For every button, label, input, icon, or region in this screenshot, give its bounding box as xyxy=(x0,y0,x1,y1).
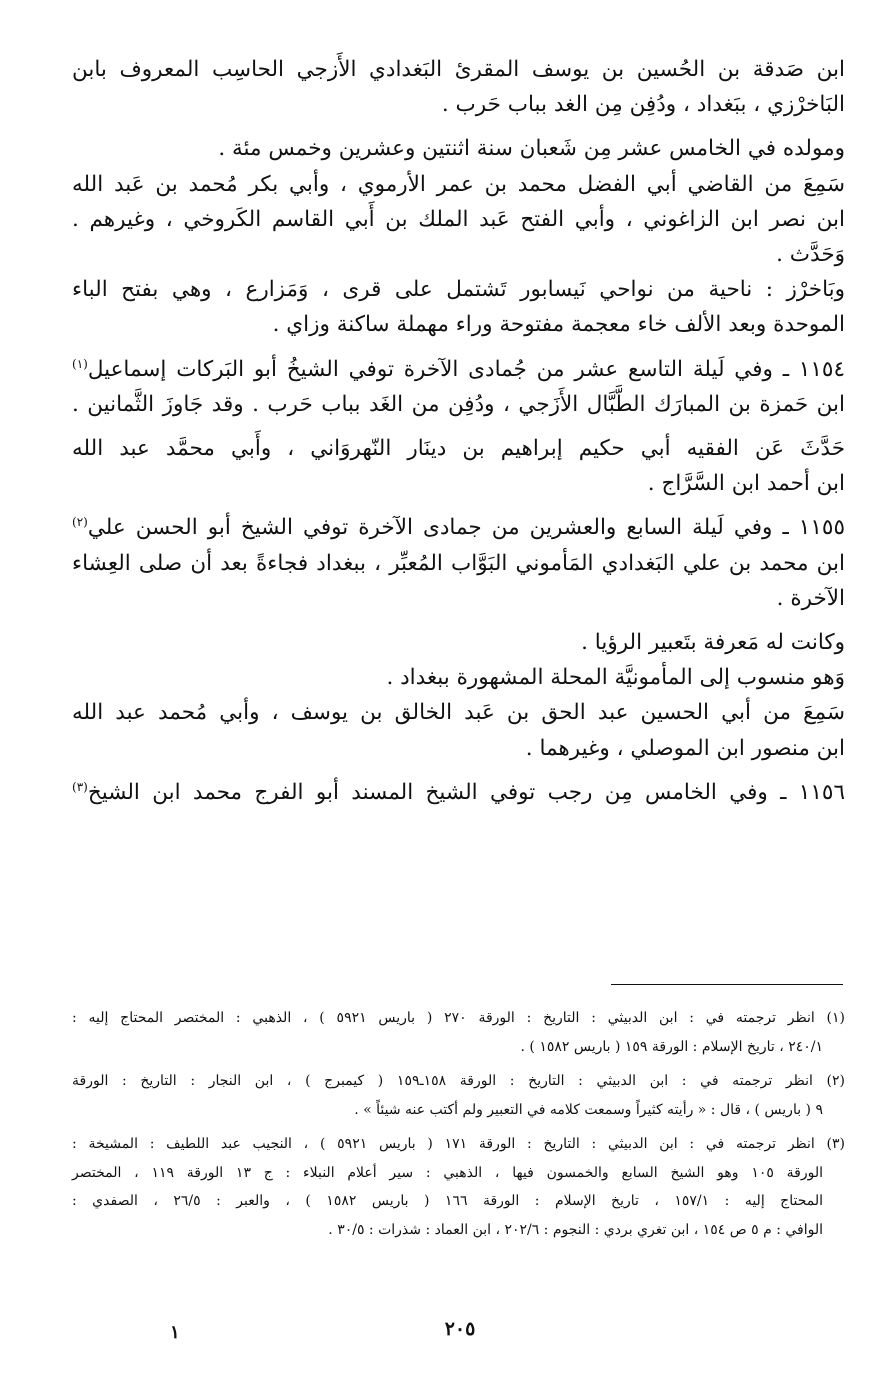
text-line: وَهو منسوب إلى المأمونيَّة المحلة المشهورة ببغداد . xyxy=(386,665,845,691)
footnotes xyxy=(72,1004,845,1244)
footnote-ref: (٢) xyxy=(72,515,88,530)
text-line: الموحدة وبعد الألف خاء معجمة مفتوحة وراء مهملة ساكنة وزاي . xyxy=(272,312,845,338)
text-line: البَاخرْزي ، ببَغداد ، ودُفِن مِن الغد بباب حَرب . xyxy=(441,92,845,118)
footnote-line: الوافي : م ٥ ص ١٥٤ ، ابن تغري بردي : النجوم : ٢٠٢/٦ ، ابن العماد : شذرات : ٣٠/٥ . xyxy=(328,1221,823,1238)
text-line: الآخرة . xyxy=(776,585,845,611)
text-line: وكانت له مَعرفة بتَعبير الرؤيا . xyxy=(581,630,845,656)
footnote-line: الورقة ١٠٥ وهو الشيخ السابع والخمسون فيها ، الذهبي : سير أعلام النبلاء : ج ١٣ الورقة ١١٩ ، المختصر xyxy=(72,1164,823,1181)
text-line: وَحَدَّث . xyxy=(776,242,845,268)
footnote-line: (١) انظر ترجمته في : ابن الدبيثي : التاريخ : الورقة ٢٧٠ ( باريس ٥٩٢١ ) ، الذهبي : المختصر المحتاج إليه : xyxy=(72,1010,846,1026)
text-line: ابن أحمد ابن السَّرَّاج . xyxy=(647,471,845,497)
footnote-line: ٢٤٠/١ ، تاريخ الإسلام : الورقة ١٥٩ ( باريس ١٥٨٢ ) . xyxy=(520,1038,823,1055)
text-line: ابن منصور ابن الموصلي ، وغيرهما . xyxy=(525,735,845,761)
entry-1154-heading: ١١٥٤ ـ وفي لَيلة التاسع عشر من جُمادى الآخرة توفي الشيخُ أبو البَركات إسماعيل$^{(١)}$ xyxy=(72,356,845,382)
text-line: سَمِعَ من أبي الحسين عبد الحق بن عَبد الخالق بن يوسف ، وأبي مُحمد عبد الله xyxy=(72,700,845,726)
footnote-line: ٩ ( باريس ) ، قال : « رأيته كثيراً وسمعت كلامه في التعبير ولم أكتب عنه شيئاً » . xyxy=(354,1101,823,1118)
text-line: ابن صَدقة بن الحُسين بن يوسف المقرئ البَغدادي الأَزجي الحاسِب المعروف بابن xyxy=(72,57,845,82)
footnote-line: (٢) انظر ترجمته في : ابن الدبيثي : التاريخ : الورقة ١٥٨ـ١٥٩ ( كيمبرج ) ، ابن النجار : التاريخ : الورقة xyxy=(72,1073,846,1089)
text-line: ابن محمد بن علي البَغدادي المَأموني البَوَّاب المُعبِّر ، ببغداد فجاءةً بعد أن صلى العِشاء xyxy=(72,550,845,576)
text-line: سَمِعَ من القاضي أبي الفضل محمد بن عمر الأرموي ، وأبي بكر مُحمد بن عَبد الله xyxy=(72,171,845,197)
signature-mark: ١ xyxy=(170,1322,180,1343)
entry-1155-heading: ١١٥٥ ـ وفي لَيلة السابع والعشرين من جمادى الآخرة توفي الشيخ أبو الحسن علي$^{(٢)}$ xyxy=(72,515,845,541)
main-text xyxy=(72,52,845,810)
footnote-ref: (١) xyxy=(72,356,88,371)
footnote-divider xyxy=(611,984,843,985)
footnote-line: (٣) انظر ترجمته في : ابن الدبيثي : التاريخ : الورقة ١٧١ ( باريس ٥٩٢١ ) ، النجيب عبد اللطيف : المشيخة : xyxy=(72,1136,846,1152)
footnote-ref: (٣) xyxy=(72,779,88,794)
text-line: وبَاخرْز : ناحية من نواحي نَيسابور تَشتمل على قرى ، وَمَزارع ، وهي بفتح الباء xyxy=(72,277,845,303)
footnote-line: المحتاج إليه : ١٥٧/١ ، تاريخ الإسلام : الورقة ١٦٦ ( باريس ١٥٨٢ ) ، والعبر : ٢٦/٥ ، الصفدي : xyxy=(72,1193,823,1209)
text-line: حَدَّثَ عَن الفقيه أبي حكيم إبراهيم بن دينَار النّهروَاني ، وأَبي محمَّد عبد الله xyxy=(72,436,845,462)
text-line: ابن حَمزة بن المبارَك الطَّبَّال الأَزَجي ، ودُفِن من الغَد بباب حَرب . وقد جَاوزَ الثَّمانين . xyxy=(72,391,845,417)
text-line: ابن نصر ابن الزاغوني ، وأبي الفتح عَبد الملك بن أَبي القاسم الكَروخي ، وغيرهم . xyxy=(72,206,845,232)
entry-1156-heading: ١١٥٦ ـ وفي الخامس مِن رجب توفي الشيخ المسند أبو الفرج محمد ابن الشيخ$^{(٣)}$ xyxy=(72,779,845,805)
text-line: ومولده في الخامس عشر مِن شَعبان سنة اثنتين وعشرين وخمس مئة . xyxy=(218,136,845,162)
page-number: ٢٠٥ xyxy=(444,1318,476,1340)
